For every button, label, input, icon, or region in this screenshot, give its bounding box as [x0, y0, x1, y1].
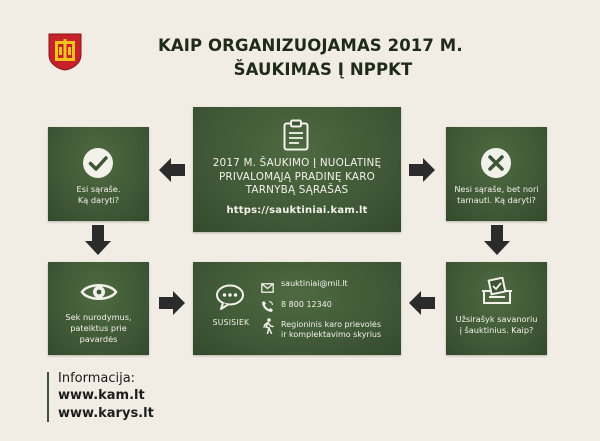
not-on-list-line-1: Nesi sąraše, bet nori	[454, 184, 539, 194]
phone-icon	[261, 298, 274, 317]
on-list-box	[48, 127, 149, 221]
office-line-2: ir komplektavimo skyrius	[281, 330, 382, 339]
center-text-line-2: PRIVALOMĄJĄ PRADINĘ KARO	[218, 170, 376, 183]
arrow-left-icon	[159, 157, 185, 187]
volunteer-line-2: į šauktinius. Kaip?	[459, 325, 534, 335]
title-line-1: KAIP ORGANIZUOJAMAS 2017 M.	[158, 36, 463, 55]
eye-icon	[80, 280, 118, 308]
contact-phone[interactable]: 8 800 12340	[281, 300, 332, 309]
title-line-2: ŠAUKIMAS Į NPPKT	[233, 60, 413, 79]
follow-line-2: pateiktus prie	[70, 323, 127, 333]
arrow-right-icon	[409, 157, 435, 187]
chat-bubble-icon	[215, 284, 245, 314]
info-url-kam[interactable]: www.kam.lt	[58, 388, 145, 403]
center-list-box	[193, 107, 401, 232]
contact-label: SUSISIEK	[212, 318, 250, 327]
arrow-down-right-icon	[484, 225, 510, 259]
not-on-list-text	[446, 184, 547, 206]
follow-line-1: Sek nurodymus,	[65, 312, 132, 322]
office-line-1: Regioninis karo prievolės	[281, 320, 382, 329]
center-text	[193, 157, 401, 198]
cross-icon	[480, 147, 512, 183]
arrow-down-left-icon	[85, 225, 111, 259]
clipboard-icon	[282, 119, 310, 155]
not-on-list-line-2: tarnauti. Ką daryti?	[457, 195, 536, 205]
info-url-karys[interactable]: www.karys.lt	[58, 406, 154, 421]
volunteer-text	[446, 314, 547, 336]
volunteer-box	[446, 262, 547, 355]
volunteer-line-1: Užsirašyk savanoriu	[455, 314, 538, 324]
center-text-line-3: TARNYBĄ SĄRAŠAS	[245, 184, 349, 196]
on-list-line-1: Esi sąraše.	[76, 184, 121, 194]
follow-line-3: pavardės	[79, 334, 118, 344]
follow-instructions-text	[48, 312, 149, 345]
email-icon	[261, 278, 274, 297]
checkmark-icon	[82, 147, 114, 183]
info-label: Informacija:	[58, 371, 136, 386]
ministry-logo	[48, 33, 82, 71]
contact-box	[193, 262, 401, 355]
registry-link[interactable]: https://saukti​niai.kam.lt	[226, 205, 368, 216]
arrow-left-to-contact-icon	[409, 290, 435, 320]
on-list-line-2: Ką daryti?	[77, 195, 120, 205]
contact-office	[281, 320, 381, 340]
page-title	[158, 34, 488, 82]
follow-instructions-box	[48, 262, 149, 355]
ballot-icon	[481, 277, 513, 309]
info-section	[58, 370, 154, 423]
walking-person-icon	[263, 318, 274, 338]
contact-email[interactable]: sauktiniai@mil.lt	[281, 279, 348, 288]
info-divider	[47, 372, 49, 422]
center-text-line-1: 2017 M. ŠAUKIMO Į NUOLATINĘ	[212, 157, 382, 169]
arrow-right-to-contact-icon	[159, 290, 185, 320]
not-on-list-box	[446, 127, 547, 221]
on-list-text	[48, 184, 149, 206]
